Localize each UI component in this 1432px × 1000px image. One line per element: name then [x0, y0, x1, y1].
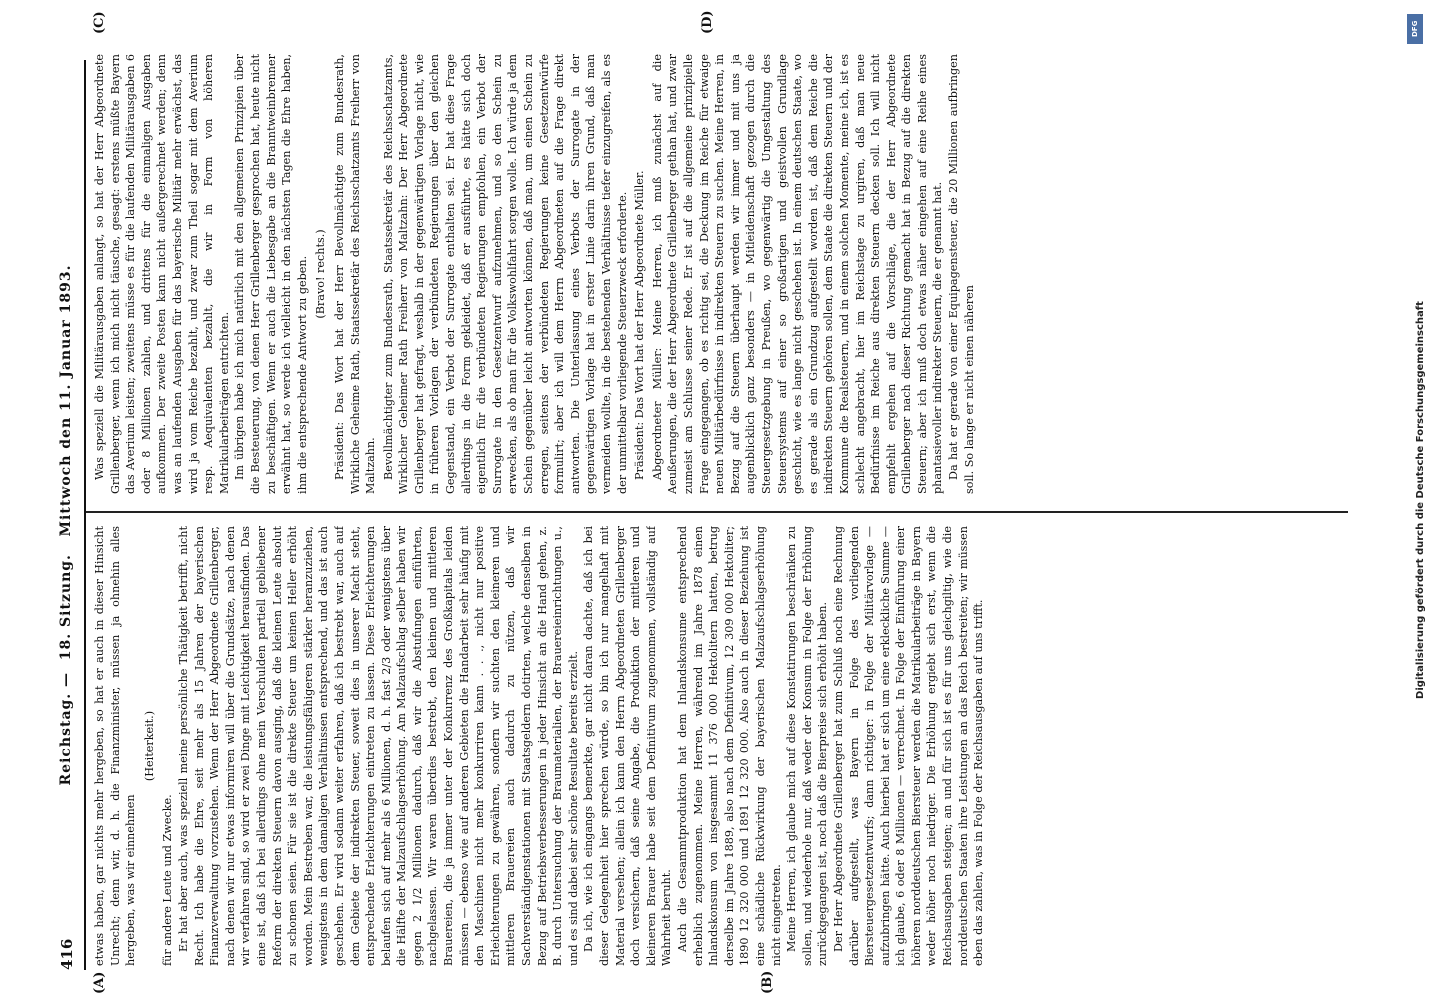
margin-marker-a: (A) — [92, 971, 107, 994]
paragraph: Was speziell die Militärausgaben anlangt, so hat der Herr Abgeordnete Grillenberger, wenn ich mich nicht täusche, gesagt: erstens müßte Bayern das Averium leisten; zweitens müsse es für die laufenden Militärausgaben 6 oder 8 Millionen zahlen, und drittens für die einmaligen Ausgaben aufkommen. Der zweite Posten kann nicht außergerechnet werden; denn was an laufenden Ausgaben für das bayerische Militär mehr erwächst, das wird ja vom Reiche bezahlt, und zwar zum Theil sogar mit dem Averium resp. Aequivalenten bezahlt, die wir in Form von höheren Matrikularbeiträgen entrichten. — [93, 54, 231, 494]
margin-marker-b: (B) — [760, 970, 775, 994]
margin-marker-d: (D) — [700, 10, 715, 34]
paragraph: Da hat er gerade von einer Equipagensteuer, die 20 Millionen aufbringen soll. So lange er nicht einen näheren — [947, 54, 976, 494]
paragraph: Im übrigen habe ich mich natürlich mit den allgemeinen Prinzipien über die Besteuerung, von denen Herr Grillenberger gesprochen hat, heute nicht zu beschäftigen. Wenn er auch die Liebesgabe an die Branntweinbrenner erwähnt hat, so werde ich vielleicht in den nächsten Tagen die Ehre haben, ihm die entsprechende Antwort zu geben. — [233, 54, 309, 494]
header-rule — [84, 60, 86, 970]
header-title — [58, 80, 74, 970]
left-column — [92, 526, 1348, 966]
paragraph: Auch die Gesammtproduktion hat dem Inlandskonsume entsprechend erheblich zugenommen. Meine Herren, während im Jahre 1878 einen Inlandskonsum von insgesammt 11 376 000 Hektolitern hatten, betrug derselbe im Jahre 1889, also nach dem Definitivum, 12 309 000 Hektoliter; 1890 12 320 000 und 1891 12 320 000. Also auch in dieser Beziehung ist eine schädliche Rückwirkung der bayerischen Malzaufschlagserhöhung nicht eingetreten. — [675, 526, 783, 966]
dfg-logo: DFG — [1407, 14, 1423, 44]
margin-marker-c: (C) — [92, 11, 107, 34]
paragraph: für andere Leute und Zwecke. — [161, 794, 175, 966]
paragraph: Er hat aber auch, was speziell meine persönliche Thätigkeit betrifft, nicht Recht. Ich habe die Ehre, seit mehr als 15 Jahren der bayerischen Finanzverwaltung vorzustehen. Wenn der Herr Abgeordnete Grillenberger, nach denen wir nur etwas informiren will über die Grundsätze, nach denen wir verfahren sind, so wird er zwei Dinge mit Leichtigkeit herausfinden. Das eine ist, daß ich bei allerdings ohne mein Verschulden partiell gebliebener Reform der direkten Steuern davon ausging, daß die kleinen Leute ahsolut zu schonen seien. Für sie ist die direkte Steuer um keinen Heller erhöht worden. Mein Bestreben war, die leistungsfähigeren stärker heranzuziehen, wenigstens in dem damaligen Verhältnissen entsprechend, und das ist auch geschehen. Er wird sodann weiter erfahren, daß ich bestrebt war, auch auf dem Gebiete der indirekten Steuer, soweit dies in unserer Macht steht, entsprechende Erleichterungen eintreten zu lassen. Diese Erleichterungen belaufen sich auf mehr als 6 Millionen, d. h. fast 2/3 oder wenigstens über die Hälfte der Malzaufschlagserhöhung. Am Malzaufschlag selber haben wir gegen 2 1/2 Millionen dadurch, daß wir die Abstufungen einführten, nachgelassen. Wir waren überdies bestrebt, den kleinen und mittleren Brauereien, die ja immer unter der Konkurrenz des Großkapitals leiden müssen — ebenso wie auf anderen Gebieten die Handarbeit sehr häufig mit den Maschinen nicht mehr konkurriren kann . . ., nicht nur positive Erleichterungen zu gewähren, sondern wir suchten den kleineren und mittleren Brauereien auch dadurch zu nützen, daß wir Sachverständigenstationen mit Staatsgeldern dotirten, welche denselben in Bezug auf Betriebsverbesserungen in jeder Hinsicht an die Hand gehen, z. B. durch Untersuchung der Braumaterialien, der Brauereieinrichtungen u., und es sind dabei sehr schöne Resultate bereits erzielt. — [176, 526, 580, 966]
speaker-paragraph: Präsident: Das Wort hat der Herr Abgeordnete Müller. — [633, 170, 647, 480]
page-number: 416 — [58, 938, 76, 970]
header-left: Reichstag. — — [58, 671, 74, 786]
interjection: (Heiterkeit.) — [142, 710, 156, 782]
right-column — [92, 54, 1348, 494]
header-right: Mittwoch den 11. Januar 1893. — [58, 264, 74, 537]
speaker-paragraph: Abgeordneter Müller: Meine Herren, ich muß zunächst auf die Aeußerungen, die der Herr Abgeordnete Grillenberger gethan hat, und zwar zumeist am Schlusse seiner Rede. Er ist auf die allgemeine prinzipielle Frage eingegangen, ob es richtig sei, die Deckung im Reiche für etwaige neuen Militärbedürfnisse in indirekten Steuern zu suchen. Meine Herren, in Bezug auf die Steuern überhaupt werden wir immer und mit uns ja augenblicklich ganz besonders — in Mitleidenschaft gezogen durch die Steuergesetzgebung in Preußen, wo gegenwärtig die Umgestaltung des Steuersystems auf einer so großartigen und geistvollen Grundlage geschicht, wie es lange nicht geschehen ist. In einem deutschen Staate, wo es gerade als ein Grundzug aufgestellt worden ist, daß dem Reiche die indirekten Steuern gehören sollen, dem Staate die direkten Steuern und der Kommune die Realsteuern, und in einem solchen Momente, meine ich, ist es schlecht angebracht, hier im Reichstage zu urgiren, daß man neue Bedürfnisse im Reiche aus direkten Steuern decken soll. Ich will nicht empfehlt ergehen auf die Vorschläge, die der Herr Abgeordnete Grillenberger nach dieser Richtung gemacht hat in Bezug auf die direkten Steuern; aber ich muß doch etwas näher eingehen auf eine Reihe eines phantasievoller indirekter Steuern, die er genannt hat. — [650, 54, 945, 494]
speaker-paragraph: Bevollmächtigter zum Bundesrath, Staatssekretär des Reichsschatzamts, Wirklicher Geheimer Rath Freiherr von Maltzahn: Der Herr Abgeordnete Grillenberger hat gefragt, weshalb in der gegenwärtigen Vorlage nicht, wie in früheren Vorlagen der verbündeten Regierungen über den gleichen Gegenstand, ein Verbot der Surrogate enthalten sei. Er hat diese Frage allerdings in die Form gekleidet, daß er ausführte, es hätte sich doch eigentlich für die verbündeten Regierungen empfohlen, ein Verbot der Surrogate in den Gesetzentwurf aufzunehmen, und so den Schein zu erwecken, als ob man für die Volkswohlfahrt sorgen wolle. Ich würde ja dem Schein gegenüber leicht antworten können, daß man, um einen Schein zu erregen, seitens der verbündeten Regierungen keine Gesetzentwürfe formulirt; aber ich will dem Herrn Abgeordneten auf die Frage direkt antworten. Die Unterlassung eines Verbots der Surrogate in der gegenwärtigen Vorlage hat in erster Linie darin ihren Grund, daß man vermeiden wollte, in die bestehenden Verhältnisse tiefer einzugreifen, als es der unmittelbar vorliegende Steuerzweck erforderte. — [381, 54, 629, 494]
header-middle: 18. Sitzung. — [58, 554, 74, 661]
column-divider — [86, 512, 1348, 514]
digitization-credit — [1405, 0, 1427, 1000]
paragraph: Meine Herren, ich glaube mich auf diese Konstatirungen beschränken zu sollen, und wiederhole nur, daß weder der Konsum in Folge der Erhöhung zurückgegangen ist, noch daß die Bierpreise sich erhöht haben. — [785, 526, 830, 966]
paragraph: Der Herr Abgeordnete Grillenberger hat zum Schluß noch eine Rechnung darüber aufgestellt, was Bayern in Folge des vorliegenden Biersteuergesetzentwurfs; dann richtiger: in Folge der Militärvorlage — aufzubringen hätte. Auch hierbei hat er sich um eine erkleckliche Summe — ich glaube, 6 oder 8 Millionen — verrechnet. In Folge der Einführung einer höheren norddeutschen Biersteuer werden die Matrikularbeiträge in Bayern weder höher noch niedriger. Die Erhöhung ergiebt sich erst, wenn die Reichsausgaben steigen; an und für sich ist es für uns gleichgiltig, wie die norddeutschen Staaten ihre Leistungen an das Reich bestreiten; wir müssen eben das zahlen, was in Folge der Reichsausgaben auf uns trifft. — [831, 526, 986, 966]
credit-text: Digitalisierung gefördert durch die Deutsche Forschungsgemeinschaft — [1415, 301, 1426, 699]
paragraph: etwas haben, gar nichts mehr hergeben, so hat er auch in dieser Hinsicht Unrecht; denn wir, d. h. die Finanzminister, müssen ja ohnehin alles hergeben, was wir einnehmen — [93, 526, 138, 966]
paragraph: Da ich, wie ich eingangs bemerkte, gar nicht daran dachte, daß ich bei dieser Gelegenheit hier sprechen würde, so bin ich nur mangelhaft mit Material versehen; allein ich kann den Herrn Abgeordneten Grillenberger doch versichern, daß seine Angabe, die Produktion der mittleren und kleineren Brauer habe seit dem Definitivum zugenommen, vollständig auf Wahrheit beruht. — [582, 526, 674, 966]
speaker-paragraph: Präsident: Das Wort hat der Herr Bevollmächtigte zum Bundesrath, Wirkliche Geheime Rath, Staatssekretär des Reichsschatzamts Freiherr von Maltzahn. — [332, 54, 378, 494]
interjection: (Bravo! rechts.) — [314, 229, 328, 319]
page-header — [58, 80, 80, 970]
